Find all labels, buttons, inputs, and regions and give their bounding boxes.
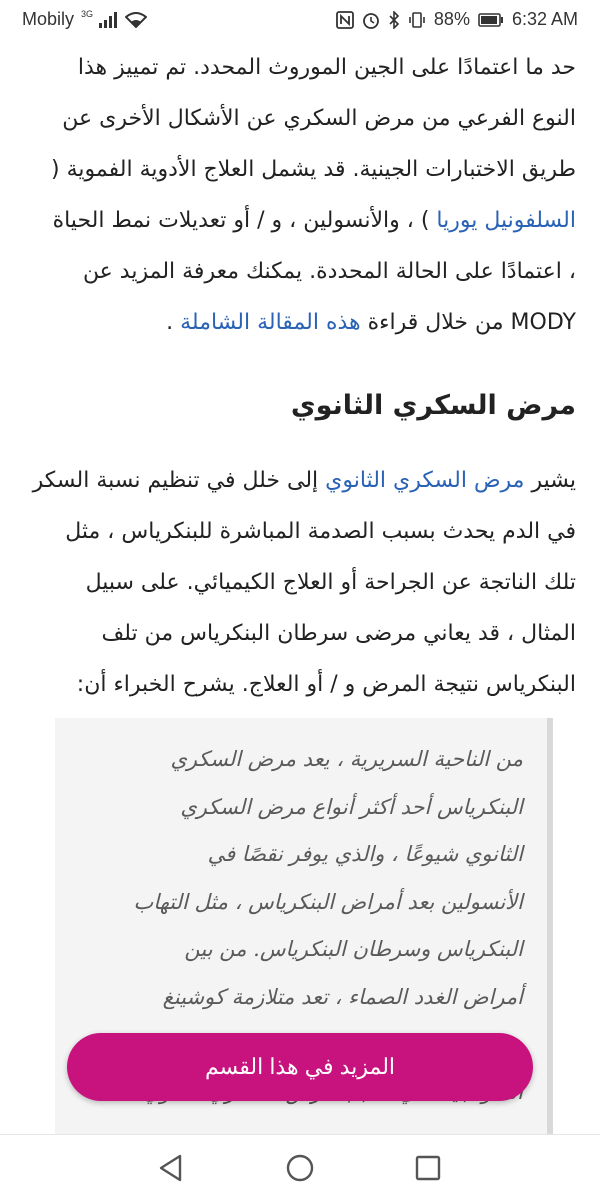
quote-line: أمراض الغدد الصماء ، تعد متلازمة كوشينغ: [162, 984, 523, 1009]
navigation-bar: [0, 1134, 600, 1201]
signal-icon: [99, 12, 119, 28]
quote-line: الأنسولين بعد أمراض البنكرياس ، مثل التهاب: [133, 889, 523, 914]
text-line: .: [166, 310, 181, 335]
text-line: يشير: [524, 468, 576, 493]
text-line: المثال ، قد يعاني مرضى سرطان البنكرياس من تلف: [101, 621, 576, 646]
home-button[interactable]: [285, 1153, 315, 1183]
paragraph-secondary-diabetes: [24, 455, 576, 710]
text-line: النوع الفرعي من مرض السكري عن الأشكال الأخرى عن: [62, 106, 576, 131]
quote-line: الثانوي شيوعًا ، والذي يوفر نقصًا في: [207, 842, 523, 866]
circle-home-icon: [285, 1153, 315, 1183]
recents-button[interactable]: [413, 1153, 443, 1183]
wifi-icon: [125, 12, 147, 28]
back-button[interactable]: [156, 1153, 186, 1183]
status-left: [22, 9, 147, 30]
nfc-icon: [336, 11, 354, 29]
battery-icon: [478, 13, 504, 27]
battery-percent: 88%: [433, 9, 470, 29]
secondary-diabetes-link[interactable]: مرض السكري الثانوي: [325, 468, 525, 493]
more-in-section-button[interactable]: المزيد في هذا القسم: [67, 1033, 533, 1101]
text-line: البنكرياس نتيجة المرض و / أو العلاج. يشرح الخبراء أن:: [76, 672, 576, 697]
text-line: تلك الناتجة عن الجراحة أو العلاج الكيميائي. على سبيل: [85, 570, 576, 595]
comprehensive-article-link[interactable]: هذه المقالة الشاملة: [180, 310, 361, 335]
triangle-back-icon: [158, 1154, 184, 1182]
quote-line: من الناحية السريرية ، يعد مرض السكري: [170, 747, 523, 771]
status-right: [336, 9, 578, 30]
bluetooth-icon: [388, 11, 400, 29]
text-line: إلى خلل في تنظيم نسبة السكر: [32, 468, 326, 493]
text-line: ) ، والأنسولين ، و / أو تعديلات نمط الحياة: [52, 208, 437, 233]
network-type-icon: 3G: [81, 8, 94, 19]
carrier-label: Mobily: [22, 9, 75, 29]
vibrate-icon: [408, 11, 426, 29]
section-heading: مرض السكري الثانوي: [290, 390, 576, 421]
alarm-icon: [362, 11, 380, 29]
text-line: ، اعتمادًا على الحالة المحددة. يمكنك معرفة المزيد عن: [82, 259, 576, 284]
text-line: طريق الاختبارات الجينية. قد يشمل العلاج الأدوية الفموية (: [51, 157, 576, 182]
clock: 6:32 AM: [511, 9, 578, 29]
sulfonylurea-link[interactable]: السلفونيل يوريا: [436, 208, 576, 233]
quote-line: البنكرياس أحد أكثر أنواع مرض السكري: [180, 794, 523, 819]
quote-line: البنكرياس وسرطان البنكرياس. من بين: [184, 937, 523, 961]
text-line: في الدم يحدث بسبب الصدمة المباشرة للبنكرياس ، مثل: [65, 519, 576, 544]
paragraph-mody: [24, 42, 576, 348]
status-bar: [0, 0, 600, 40]
text-line: MODY من خلال قراءة: [360, 310, 576, 335]
square-recents-icon: [415, 1155, 441, 1181]
article-body: [24, 42, 576, 710]
text-line: حد ما اعتمادًا على الجين الموروث المحدد. تم تمييز هذا: [77, 55, 576, 80]
